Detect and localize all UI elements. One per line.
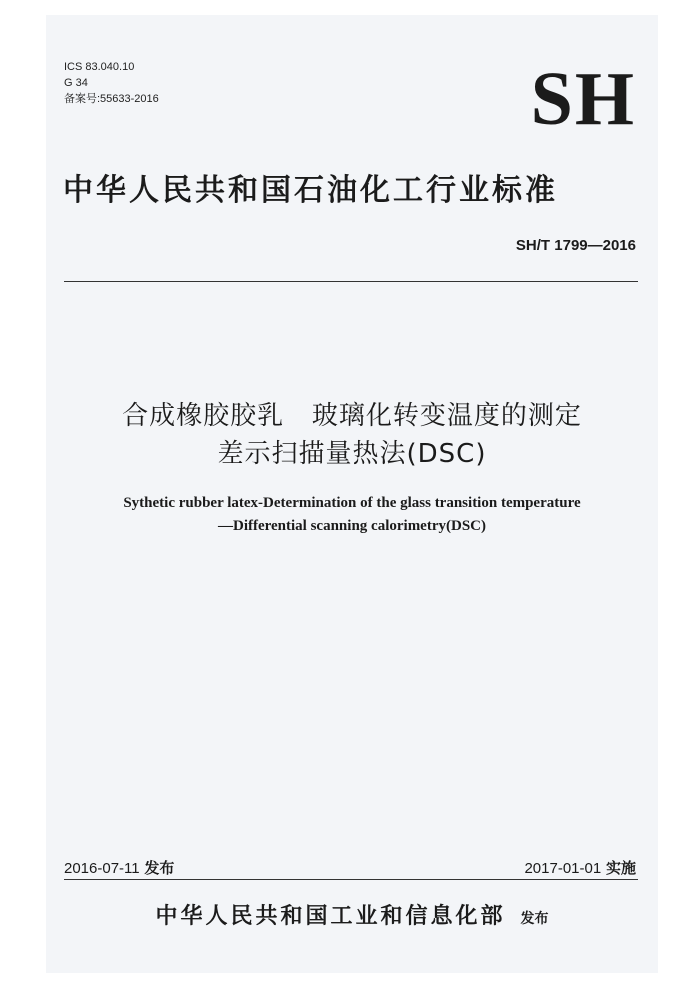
issuer-name: 中华人民共和国工业和信息化部: [155, 904, 506, 929]
issue-date-value: 2016-07-11: [64, 860, 140, 877]
footer-divider: [64, 879, 638, 880]
classification-block: [64, 59, 159, 107]
issuing-authority: [46, 899, 658, 930]
english-title-line-2: —Differential scanning calorimetry(DSC): [217, 518, 486, 534]
issuer-action: 发布: [520, 911, 549, 927]
chinese-title-line-2: 差示扫描量热法(DSC): [217, 439, 487, 469]
english-title-line-1: Sythetic rubber latex-Determination of the glass transition temperature: [123, 495, 581, 511]
header-divider: [64, 281, 638, 282]
implementation-date-value: 2017-01-01: [524, 860, 602, 877]
chinese-title-line-1: 合成橡胶胶乳 玻璃化转变温度的测定: [122, 401, 582, 431]
filing-number: 备案号:55633-2016: [64, 93, 159, 105]
ics-code: ICS 83.040.10: [64, 61, 135, 73]
sh-logo: SH: [530, 57, 636, 141]
implementation-label: 实施: [605, 859, 636, 877]
ccs-code: G 34: [64, 77, 88, 89]
issue-date: [64, 857, 174, 878]
issue-label: 发布: [144, 859, 175, 877]
standard-number: SH/T 1799—2016: [515, 237, 636, 254]
implementation-date: [524, 857, 636, 878]
standard-cover-page: [46, 15, 658, 973]
standard-category-title: 中华人民共和国石油化工行业标准: [63, 173, 558, 208]
